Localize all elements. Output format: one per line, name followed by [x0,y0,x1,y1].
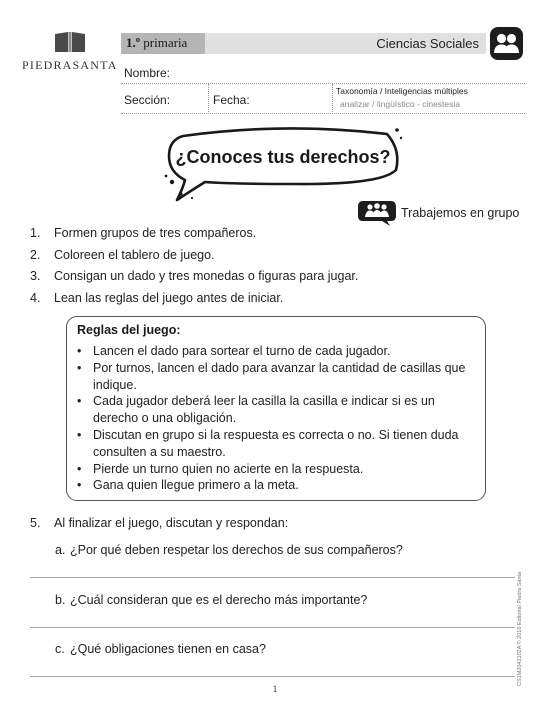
question-5c [55,642,266,656]
question-letter: c. [55,642,65,656]
rule-text: Discutan en grupo si la respuesta es correcta o no. Si tienen duda consulten a su maestro. [93,427,459,459]
answer-line-b[interactable] [30,627,515,628]
social-studies-icon [490,27,523,60]
section-label: Sección: [124,93,171,107]
divider [332,84,333,114]
bullet: • [77,427,82,442]
book-logo-icon [53,30,87,54]
answer-line-c[interactable] [30,676,515,677]
rules-list [77,343,477,494]
item-number: 4. [30,290,41,305]
rule-text: Cada jugador deberá leer la casilla la casilla e indicar si es un derecho o una obligación. [93,394,435,426]
list-item [30,226,358,248]
item-text: Consigan un dado y tres monedas o figuras para jugar. [54,269,359,283]
name-label: Nombre: [124,66,171,80]
grade-subject-bar [121,33,486,54]
item-number: 1. [30,226,41,240]
taxonomy-label: Taxonomía / Inteligencias múltiples [336,86,468,96]
question-5a [55,543,403,557]
bullet: • [77,360,82,375]
rule-text: Lancen el dado para sortear el turno de cada jugador. [93,344,391,358]
bullet: • [77,394,82,409]
subject-title: Ciencias Sociales [376,36,479,51]
taxonomy-values: analizar / lingüístico - cinestesia [340,99,461,109]
bullet: • [77,478,82,493]
question-text: ¿Qué obligaciones tienen en casa? [70,642,266,656]
divider [208,84,209,114]
game-rules-box [66,316,486,501]
grade-text: primaria [143,35,188,50]
section-date-row [121,84,525,114]
question-letter: a. [55,543,66,557]
question-text: ¿Por qué deben respetar los derechos de sus compañeros? [70,543,403,557]
grade-number: 1.º [126,35,141,50]
rule-item [77,393,477,427]
rule-item [77,461,477,478]
question-text: ¿Cuál consideran que es el derecho más importante? [70,593,368,607]
group-work-label: Trabajemos en grupo [401,206,520,220]
item-number: 3. [30,269,41,283]
rule-item [77,343,477,360]
rule-item [77,360,477,394]
grade-cell [121,33,205,54]
item-text: Coloreen el tablero de juego. [54,247,215,262]
rule-item [77,427,477,461]
item-number: 5. [30,516,41,530]
list-item [30,248,358,270]
question-text: Al finalizar el juego, discutan y respondan: [54,516,289,530]
group-work-icon [357,199,397,227]
item-text: Lean las reglas del juego antes de iniciar. [54,290,284,305]
question-letter: b. [55,593,66,607]
name-field[interactable] [121,60,525,84]
rule-item [77,477,477,494]
bullet: • [77,344,82,358]
item-text: Formen grupos de tres compañeros. [54,226,257,240]
rule-text: Pierde un turno quien no acierte en la respuesta. [93,461,364,476]
list-item [30,291,358,313]
question-5 [30,516,288,530]
bullet: • [77,461,82,476]
brand-name: PIEDRASANTA [22,58,118,72]
page-number: 1 [272,684,278,694]
list-item [30,269,358,291]
rules-title: Reglas del juego: [77,323,181,337]
rule-text: Por turnos, lancen el dado para avanzar la cantidad de casillas que indique. [93,360,466,392]
instruction-list [30,226,358,312]
rule-text: Gana quien llegue primero a la meta. [93,478,299,493]
question-5b [55,593,367,607]
page-title: ¿Conoces tus derechos? [175,147,391,167]
publisher-logo [22,30,117,73]
date-label: Fecha: [213,93,250,107]
item-number: 2. [30,247,41,262]
answer-line-a[interactable] [30,577,515,578]
copyright-notice: CS1M2042102A © 2016 Editorial Piedra Santa [517,571,523,686]
